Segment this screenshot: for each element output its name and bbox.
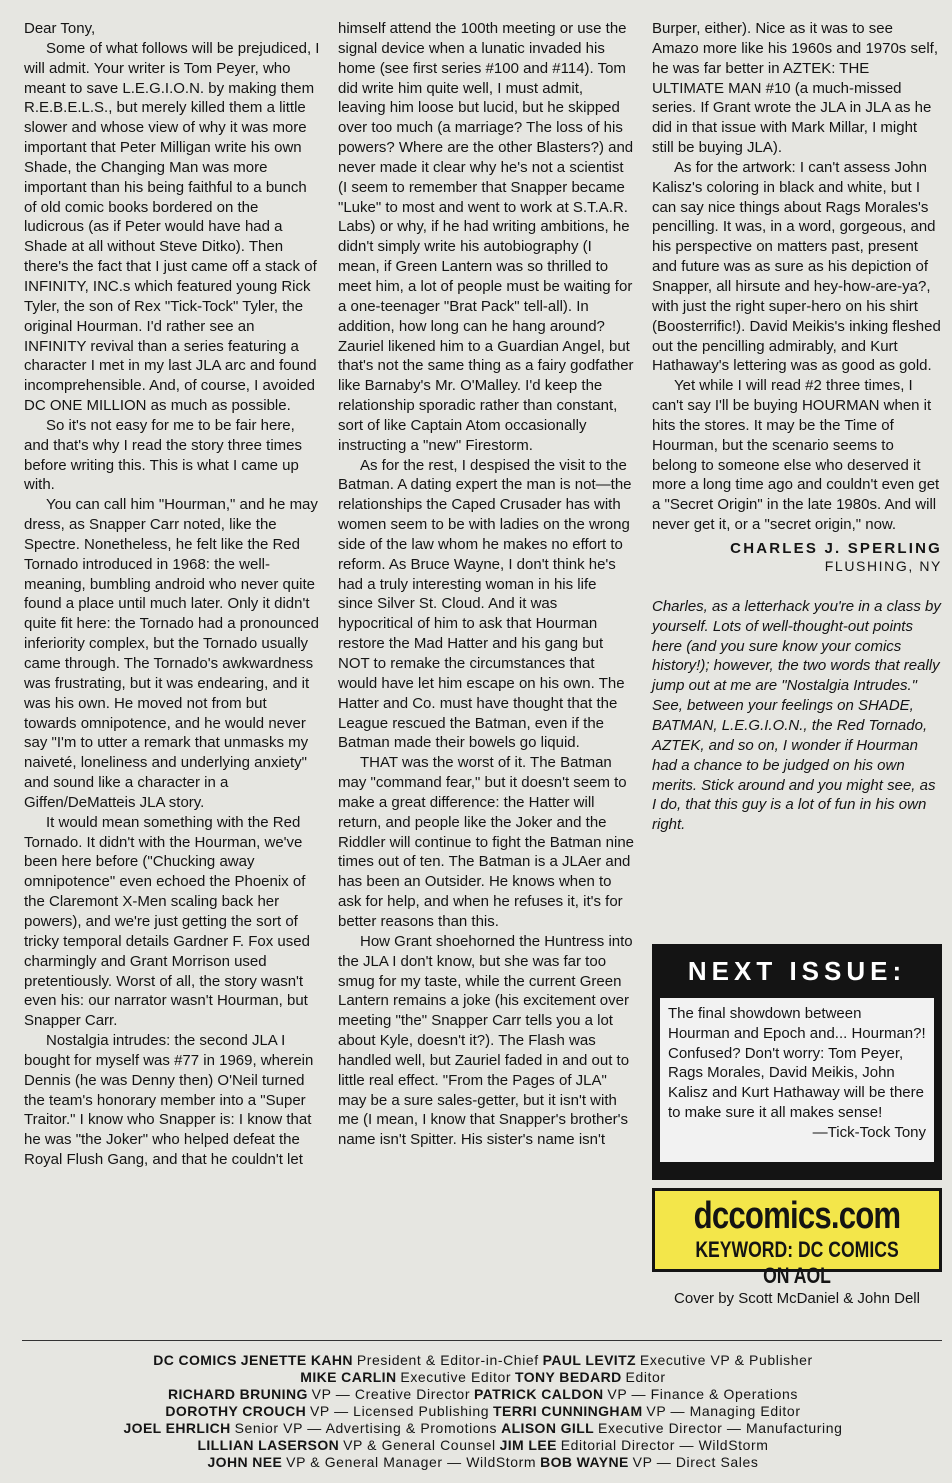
- staff-name: MIKE CARLIN: [300, 1369, 397, 1385]
- letter-paragraph: Nostalgia intrudes: the second JLA I bought for myself was #77 in 1969, wherein Dennis (he was Denny then) O'Neil turned the team's honorary member into a "Super Traitor." I know who Snapper is: I know that he was "the Joker" who helped defeat the Royal Flush Gang, and that he couldn't let: [24, 1032, 314, 1169]
- staff-name: DOROTHY CROUCH: [165, 1403, 307, 1419]
- letter-paragraph: himself attend the 100th meeting or use the signal device when a lunatic invaded his home (see first series #100 and #114). Tom did write him quite well, I must admit, leaving him loose but lucid, but he skipped over too much (a marriage? The loss of his powers? Where are the other Blasters?) and never made it clear why he's not a scientist (I seem to remember that Snapper became "Luke" to most and went to work at S.T.A.R. Labs) or why, if he had writing ambitions, he didn't simply write his autobiography (I mean, if Green Lantern was so thrilled to meet him, a lot of people must be waiting for a one-teenager "Brat Pack" tell-all). In addition, how long can he hang around? Zauriel likened him to a Guardian Angel, but that's not the same thing as a fairy godfather like Barnaby's Mr. O'Malley. I'd keep the relationship sporadic rather than constant, sort of like Captain Atom occasionally instructing a "new" Firestorm.: [338, 20, 634, 454]
- staff-line: [24, 1454, 942, 1471]
- staff-line: [24, 1437, 942, 1454]
- next-issue-panel: [660, 998, 934, 1162]
- staff-title: Executive Editor: [400, 1369, 512, 1385]
- staff-name: PATRICK CALDON: [473, 1386, 604, 1402]
- letter-paragraph: Some of what follows will be prejudiced, I will admit. Your writer is Tom Peyer, who meant to save L.E.G.I.O.N. by making them R.E.B.E.L.S., but merely killed them a little slower and whose view of why it was more important that Peter Milligan write his own Shade, the Changing Man was more important than his being faithful to a bunch of old comic books bordered on the ludicrous (as if Peter would have had a Shade at all without Steve Ditko). Then there's the fact that I just came off a stack of INFINITY, INC.s which featured young Rick Tyler, the son of Rex "Tick-Tock" Tyler, the original Hourman. I'd rather see an INFINITY revival than a series featuring a character I met in my last JLA arc and found incomprehensible. And, of course, I avoided DC ONE MILLION as much as possible.: [24, 39, 320, 415]
- staff-line: [24, 1420, 942, 1437]
- letter-paragraph: THAT was the worst of it. The Batman may "command fear," but it doesn't seem to make a great difference: the Hatter will return, and people like the Joker and the Riddler will continue to fight the Batman nine times out of ten. The Batman is a JLAer and has been an Outsider. He knows when to ask for help, and when he refuses it, it's for better reasons than this.: [338, 754, 635, 930]
- next-issue-box: [652, 944, 942, 1180]
- staff-line: [24, 1352, 942, 1369]
- letter-paragraph: It would mean something with the Red Tornado. It didn't with the Hourman, we've been here before ("Chucking away omnipotence" even echoed the Phoenix of the Claremont X-Men scaling back her powers), and we're just getting the sort of tricky temporal details Gardner F. Fox used charmingly and Grant Morrison used pretentiously. Worst of all, the story wasn't even his: our narrator wasn't Hourman, but Snapper Carr.: [24, 813, 310, 1030]
- letter-paragraph: So it's not easy for me to be fair here, and that's why I read the story three times before writing this. This is what I came up with.: [24, 416, 302, 494]
- staff-title: VP — Creative Director: [311, 1386, 471, 1402]
- staff-title: VP — Finance & Operations: [607, 1386, 798, 1402]
- staff-title: Executive Director — Manufacturing: [598, 1420, 843, 1436]
- staff-line: [24, 1369, 942, 1386]
- next-issue-author: —Tick-Tock Tony: [812, 1123, 926, 1141]
- staff-name: DC COMICS: [153, 1352, 237, 1368]
- letter-column-1: [24, 19, 320, 1170]
- staff-title: Executive VP & Publisher: [639, 1352, 813, 1368]
- staff-line: [24, 1386, 942, 1403]
- staff-title: VP — Managing Editor: [646, 1403, 801, 1419]
- letter-column-2: [338, 19, 634, 1150]
- letter-paragraph: As for the rest, I despised the visit to the Batman. A dating expert the man is not—the relationships the Caped Crusader has with women seem to be with ladies on the wrong side of the law whom he makes no effort to reform. As Bruce Wayne, I don't think he's had a truly interesting woman in his life since Silver St. Cloud. And it was hypocritical of him to ask that Hourman restore the Mad Hatter and his gang but NOT to remake the circumstances that would have let him escape on his own. The Hatter and Co. must have thought that the League rescued the Batman, even if the Batman made their bowels go liquid.: [338, 456, 632, 752]
- staff-name: JOEL EHRLICH: [123, 1420, 231, 1436]
- cover-credit: Cover by Scott McDaniel & John Dell: [674, 1290, 920, 1307]
- staff-title: VP — Licensed Publishing: [309, 1403, 490, 1419]
- staff-title: President & Editor-in-Chief: [356, 1352, 539, 1368]
- staff-title: VP & General Manager — WildStorm: [286, 1454, 537, 1470]
- next-issue-title: NEXT ISSUE:: [687, 956, 907, 986]
- staff-title: VP — Direct Sales: [632, 1454, 759, 1470]
- letter-location: FLUSHING, NY: [824, 557, 942, 574]
- letter-column-3: [652, 19, 942, 835]
- letter-salutation: Dear Tony,: [24, 20, 96, 37]
- letter-paragraph: Yet while I will read #2 three times, I can't say I'll be buying HOURMAN when it hits the stores. It may be the Time of Hourman, but the scenario seems to belong to someone else who deserved it more a long time ago and couldn't even get a "Secret Origin" in the late 1980s. And will never get it, or a "secret origin," now.: [652, 377, 940, 534]
- dc-website-ad: [652, 1188, 942, 1288]
- letter-paragraph: How Grant shoehorned the Huntress into the JLA I don't know, but she was far too smug for my taste, while the current Green Lantern remains a joke (his excitement over meeting "the" Snapper Carr tells you a lot about Kyle, doesn't it?). The Flash was handled well, but Zauriel faded in and out to little real effect. "From the Pages of JLA" may be a sure sales-getter, but it isn't with me (I mean, I know that Snapper's brother's name isn't Spitter. His sister's name isn't: [338, 932, 633, 1149]
- staff-name: JOHN NEE: [207, 1454, 283, 1470]
- staff-name: TERRI CUNNINGHAM: [493, 1403, 643, 1419]
- staff-credits: [24, 1352, 942, 1471]
- staff-name: JENETTE KAHN: [240, 1352, 353, 1368]
- editor-reply: Charles, as a letterhack you're in a class by yourself. Lots of well-thought-out points here (and you sure know your comics history!); however, the two words that really jump out at me are "Nostalgia Intrudes." See, between your feelings on SHADE, BATMAN, L.E.G.I.O.N., the Red Tornado, AZTEK, and so on, I wonder if Hourman had a chance to be judged on his own merits. Stick around and you might see, as I do, that this guy is a lot of fun in his own right.: [652, 597, 941, 834]
- letter-paragraph: As for the artwork: I can't assess John Kalisz's coloring in black and white, but I can say nice things about Rags Morales's pencilling. It was, in a word, gorgeous, and his perspective on matters past, present and future was as sure as his depiction of Snapper, all hirsute and hey-how-are-ya?, with just the right super-hero on his shirt (Boosterrific!). David Meikis's inking fleshed out the pencilling admirably, and Kurt Hathaway's lettering was as good as gold.: [652, 158, 941, 375]
- staff-name: PAUL LEVITZ: [542, 1352, 637, 1368]
- letter-signature: CHARLES J. SPERLING: [730, 539, 942, 557]
- staff-divider: [22, 1340, 942, 1341]
- staff-name: BOB WAYNE: [540, 1454, 629, 1470]
- staff-name: LILLIAN LASERSON: [197, 1437, 340, 1453]
- staff-title: Editor: [625, 1369, 666, 1385]
- staff-title: VP & General Counsel: [343, 1437, 496, 1453]
- next-issue-body: The final showdown between Hourman and Epoch and... Hourman?! Confused? Don't worry: Tom Peyer, Rags Morales, David Meikis, John Kalisz and Kurt Hathaway will be there to make sure it all makes sense!: [668, 1005, 926, 1121]
- letter-paragraph: You can call him "Hourman," and he may dress, as Snapper Carr noted, like the Spectre. Nonetheless, he felt like the Red Tornado introduced in 1968: the well-meaning, bumbling android who never quite found a place until much later. Only it didn't quite fit here: the Tornado had a pronounced inferiority complex, but the Tornado usually came through. The Tornado's awkwardness was frustrating, but it was endearing, and it was his own. He moved not from but towards omnipotence, and he would never say "I'm to utter a remark that unmasks my naiveté, loneliness and underlying anxiety" and sound like a character in a Giffen/DeMatteis JLA story.: [24, 496, 319, 811]
- staff-name: JIM LEE: [499, 1437, 557, 1453]
- aol-keyword: KEYWORD: DC COMICS ON AOL: [695, 1237, 899, 1288]
- letter-paragraph: Burper, either). Nice as it was to see Amazo more like his 1960s and 1970s self, he was far better in AZTEK: THE ULTIMATE MAN #10 (a much-missed series. If Grant wrote the JLA in JLA as he did in that issue with Mark Millar, I might still be buying JLA).: [652, 20, 938, 157]
- staff-name: TONY BEDARD: [515, 1369, 622, 1385]
- staff-line: [24, 1403, 942, 1420]
- staff-title: Editorial Director — WildStorm: [560, 1437, 769, 1453]
- staff-name: ALISON GILL: [501, 1420, 595, 1436]
- dc-website-url[interactable]: dccomics.com: [693, 1195, 901, 1237]
- staff-name: RICHARD BRUNING: [167, 1386, 308, 1402]
- staff-title: Senior VP — Advertising & Promotions: [234, 1420, 498, 1436]
